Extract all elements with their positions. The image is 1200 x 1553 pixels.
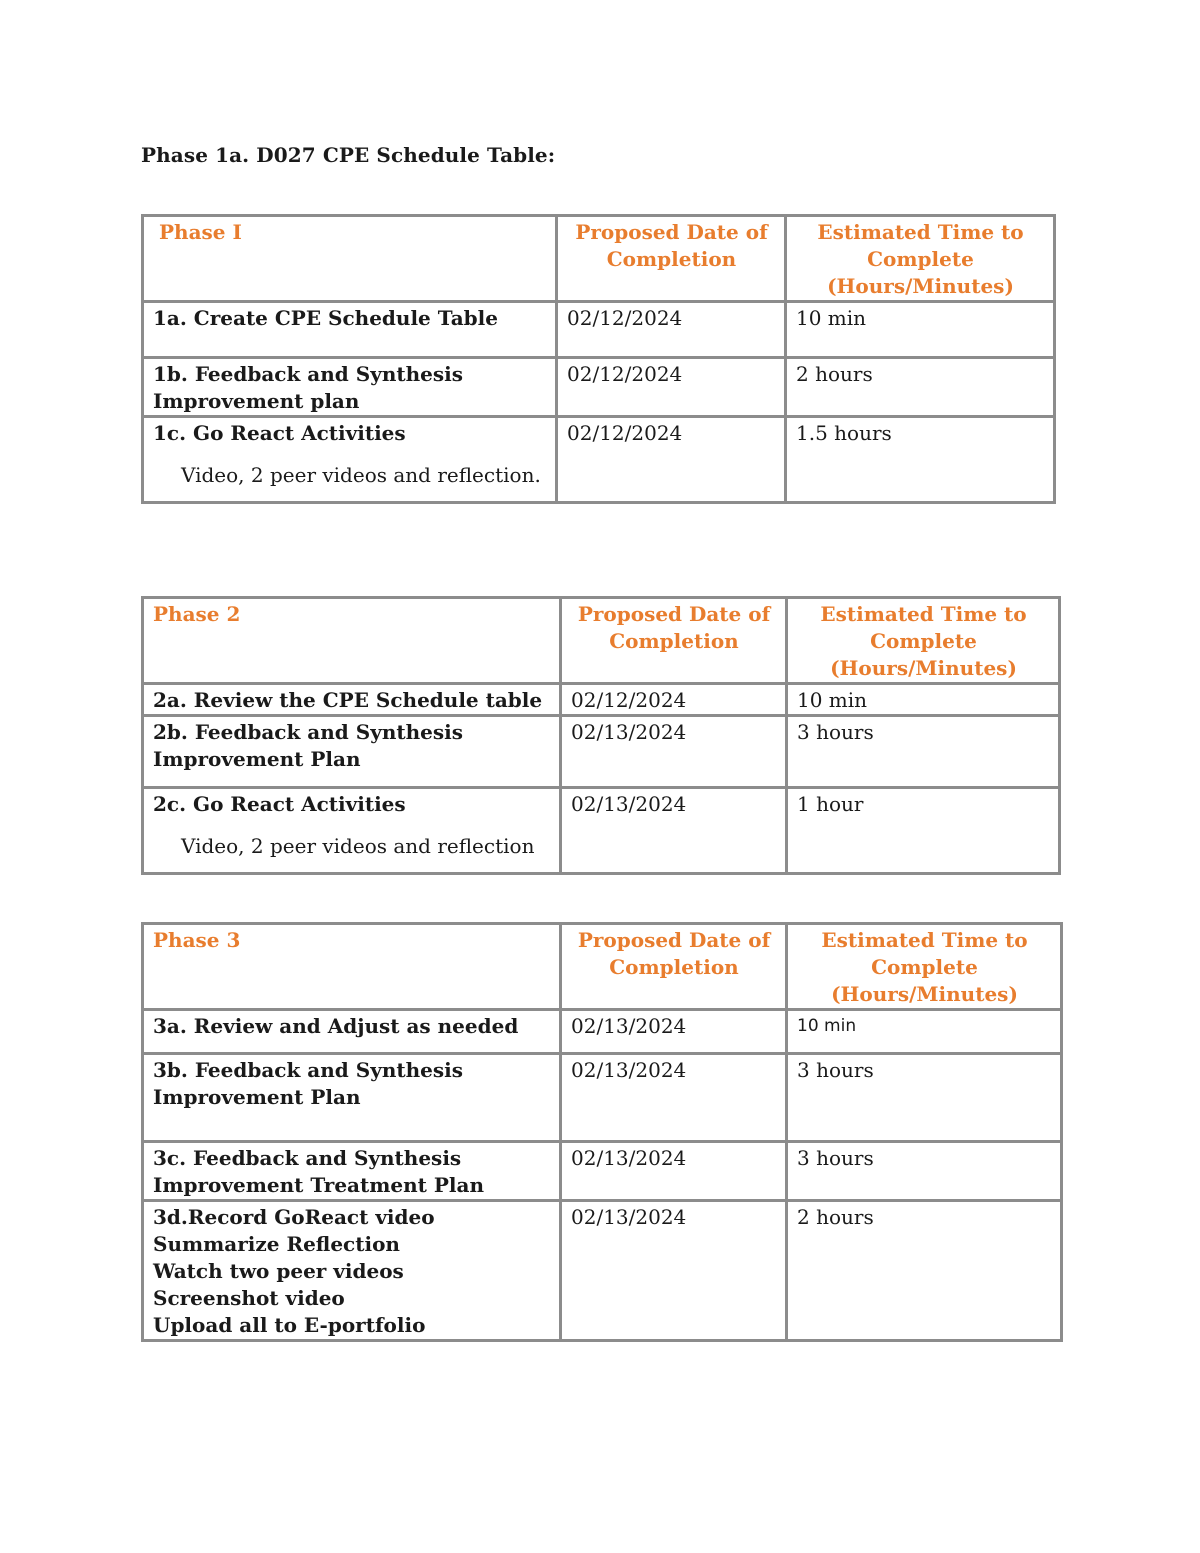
table-row bbox=[143, 302, 1055, 358]
time-cell: 10 min bbox=[787, 684, 1060, 716]
task-cell bbox=[143, 788, 561, 874]
task-cell: 2a. Review the CPE Schedule table bbox=[143, 684, 561, 716]
table-row bbox=[143, 716, 1060, 788]
table-header-row bbox=[143, 216, 1055, 302]
time-cell: 10 min bbox=[786, 302, 1055, 358]
table-row bbox=[143, 1201, 1062, 1341]
header-proposed-date: Proposed Date of Completion bbox=[561, 598, 787, 684]
table-header-row bbox=[143, 924, 1062, 1010]
header-estimated-time: Estimated Time to Complete (Hours/Minutes) bbox=[787, 924, 1062, 1010]
table-row bbox=[143, 358, 1055, 417]
date-cell: 02/13/2024 bbox=[561, 788, 787, 874]
table-row bbox=[143, 684, 1060, 716]
phase-3-table bbox=[141, 922, 1063, 1342]
task-line: Screenshot video bbox=[153, 1286, 345, 1310]
task-cell: 1b. Feedback and Synthesis Improvement plan bbox=[143, 358, 557, 417]
header-estimated-time: Estimated Time to Complete (Hours/Minutes) bbox=[787, 598, 1060, 684]
time-cell: 3 hours bbox=[787, 716, 1060, 788]
table-row bbox=[143, 1054, 1062, 1142]
task-cell: 3b. Feedback and Synthesis Improvement Plan bbox=[143, 1054, 561, 1142]
task-cell: 2b. Feedback and Synthesis Improvement Plan bbox=[143, 716, 561, 788]
phase-2-table bbox=[141, 596, 1061, 875]
table-row bbox=[143, 788, 1060, 874]
date-cell: 02/12/2024 bbox=[557, 302, 786, 358]
time-cell: 10 min bbox=[787, 1010, 1062, 1054]
date-cell: 02/13/2024 bbox=[561, 1142, 787, 1201]
task-cell: 3a. Review and Adjust as needed bbox=[143, 1010, 561, 1054]
time-cell: 3 hours bbox=[787, 1142, 1062, 1201]
time-cell: 1 hour bbox=[787, 788, 1060, 874]
task-line: Summarize Reflection bbox=[153, 1232, 400, 1256]
task-cell: 1a. Create CPE Schedule Table bbox=[143, 302, 557, 358]
date-cell: 02/13/2024 bbox=[561, 1201, 787, 1341]
task-line: 3d.Record GoReact video bbox=[153, 1205, 435, 1229]
document-title: Phase 1a. D027 CPE Schedule Table: bbox=[141, 143, 556, 167]
time-cell: 2 hours bbox=[786, 358, 1055, 417]
time-cell: 2 hours bbox=[787, 1201, 1062, 1341]
task-cell bbox=[143, 1201, 561, 1341]
header-proposed-date: Proposed Date of Completion bbox=[557, 216, 786, 302]
date-cell: 02/12/2024 bbox=[561, 684, 787, 716]
date-cell: 02/12/2024 bbox=[557, 358, 786, 417]
table-row bbox=[143, 1010, 1062, 1054]
header-phase: Phase 2 bbox=[143, 598, 561, 684]
header-phase: Phase I bbox=[143, 216, 557, 302]
task-title: 2c. Go React Activities bbox=[153, 792, 406, 816]
table-header-row bbox=[143, 598, 1060, 684]
task-title: 1c. Go React Activities bbox=[153, 421, 406, 445]
time-cell: 1.5 hours bbox=[786, 417, 1055, 503]
date-cell: 02/12/2024 bbox=[557, 417, 786, 503]
task-line: Upload all to E-portfolio bbox=[153, 1313, 426, 1337]
phase-1-table bbox=[141, 214, 1056, 504]
date-cell: 02/13/2024 bbox=[561, 1054, 787, 1142]
header-estimated-time: Estimated Time to Complete (Hours/Minutes) bbox=[786, 216, 1055, 302]
table-row bbox=[143, 417, 1055, 503]
table-row bbox=[143, 1142, 1062, 1201]
date-cell: 02/13/2024 bbox=[561, 1010, 787, 1054]
task-line: Watch two peer videos bbox=[153, 1259, 404, 1283]
time-cell: 3 hours bbox=[787, 1054, 1062, 1142]
task-subtext: Video, 2 peer videos and reflection. bbox=[181, 463, 541, 487]
task-cell bbox=[143, 417, 557, 503]
header-phase: Phase 3 bbox=[143, 924, 561, 1010]
date-cell: 02/13/2024 bbox=[561, 716, 787, 788]
task-subtext: Video, 2 peer videos and reflection bbox=[181, 834, 535, 858]
header-proposed-date: Proposed Date of Completion bbox=[561, 924, 787, 1010]
task-cell: 3c. Feedback and Synthesis Improvement Treatment Plan bbox=[143, 1142, 561, 1201]
